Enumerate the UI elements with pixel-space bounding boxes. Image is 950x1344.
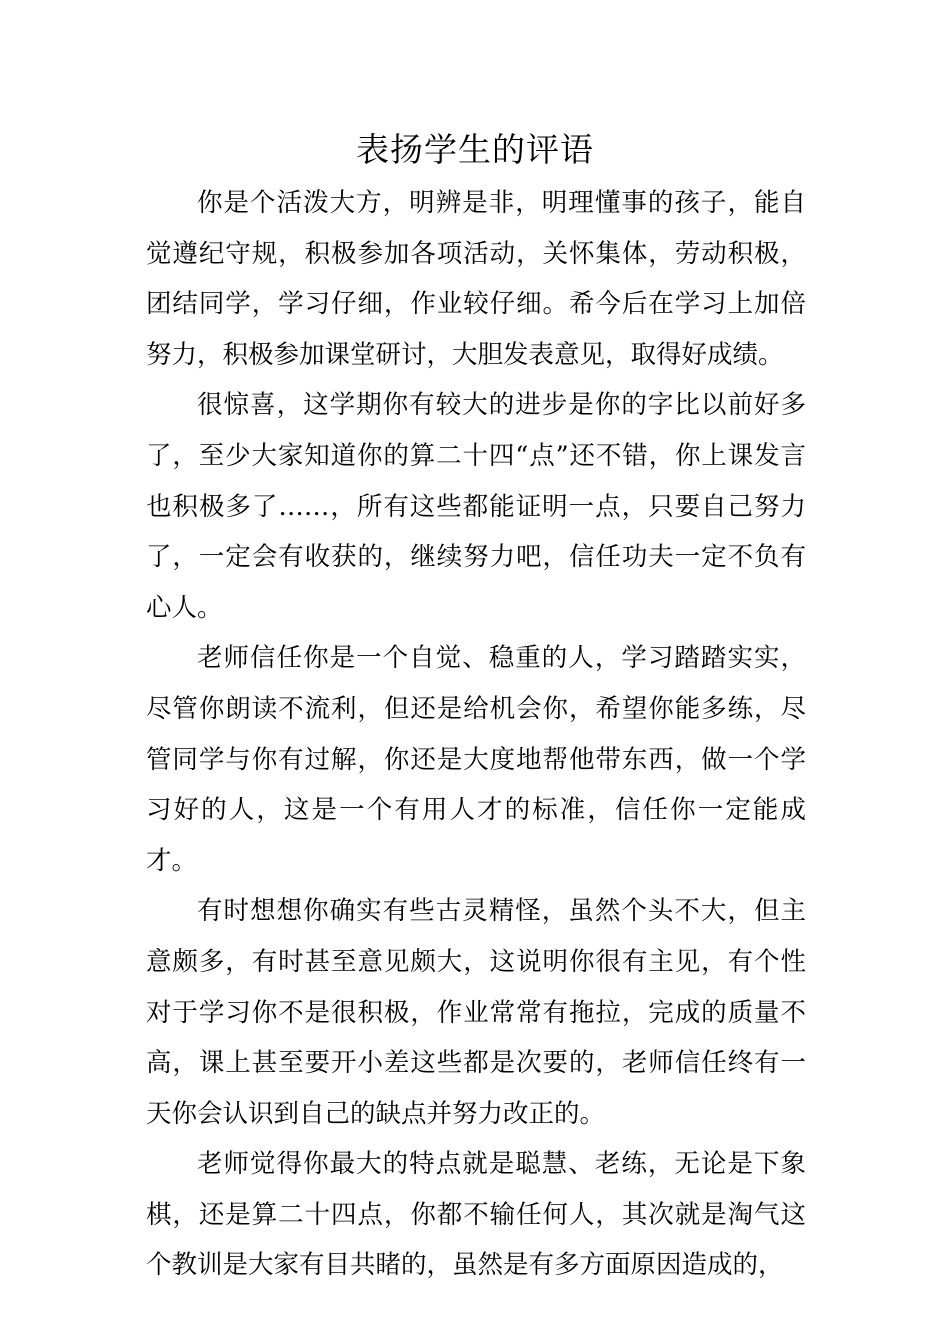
paragraph-3: 老师信任你是一个自觉、稳重的人，学习踏踏实实，尽管你朗读不流利，但还是给机会你，希望你能多练，尽管同学与你有过解，你还是大度地帮他带东西，做一个学习好的人，这是一个有用人才的标准，信任你一定能成才。 [146,643,806,876]
paragraph-4: 有时想想你确实有些古灵精怪，虽然个头不大，但主意颇多，有时甚至意见颇大，这说明你很有主见，有个性对于学习你不是很积极，作业常常有拖拉，完成的质量不高，课上甚至要开小差这些都是次要的，老师信任终有一天你会认识到自己的缺点并努力改正的。 [146,896,806,1129]
paragraph-1: 你是个活泼大方，明辨是非，明理懂事的孩子，能自觉遵纪守规，积极参加各项活动，关怀集体，劳动积极，团结同学，学习仔细，作业较仔细。希今后在学习上加倍努力，积极参加课堂研讨，大胆发表意见，取得好成绩。 [146,188,806,370]
paragraph-2: 很惊喜，这学期你有较大的进步是你的字比以前好多了，至少大家知道你的算二十四“点”还不错，你上课发言也积极多了……，所有这些都能证明一点，只要自己努力了，一定会有收获的，继续努力吧，信任功夫一定不负有心人。 [146,390,806,623]
document-body [146,178,806,1291]
paragraph-5: 老师觉得你最大的特点就是聪慧、老练，无论是下象棋，还是算二十四点，你都不输任何人，其次就是淘气这个教训是大家有目共睹的，虽然是有多方面原因造成的， [146,1149,806,1281]
document-title: 表扬学生的评语 [356,130,594,169]
